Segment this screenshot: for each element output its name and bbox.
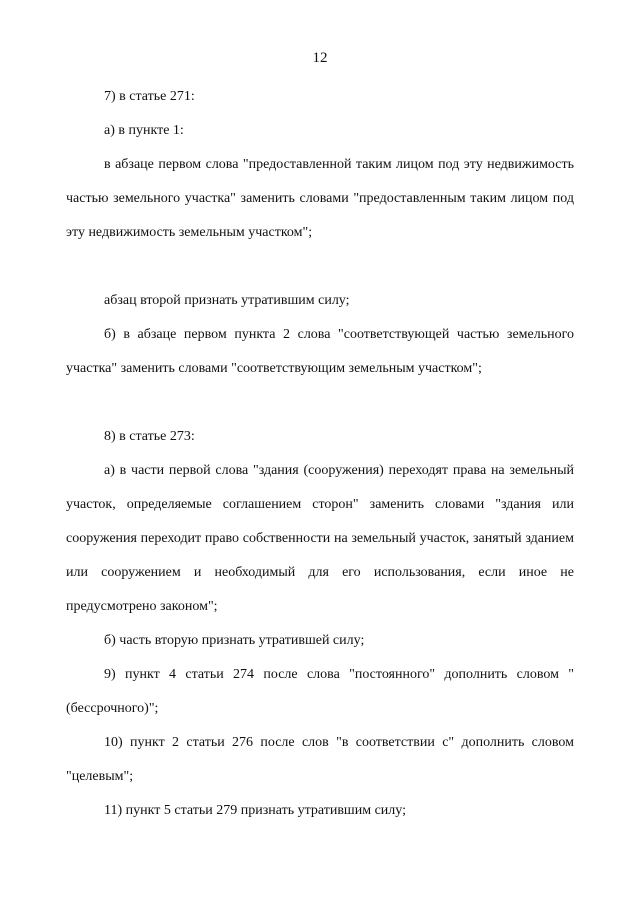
paragraph-subitem-a: а) в пункте 1:	[104, 123, 184, 138]
paragraph-subitem-b: б) в абзаце первом пункта 2 слова "соответствующей частью земельного участка" заменить словами "соответствующим земельным участком";	[66, 327, 574, 376]
paragraph-second-abzac: абзац второй признать утратившим силу;	[104, 293, 350, 308]
paragraph-item-8-b: б) часть вторую признать утратившей силу;	[104, 633, 365, 648]
paragraph-item-8-a: а) в части первой слова "здания (сооружения) переходят права на земельный участок, определяемые соглашением сторон" заменить словами "здания или сооружения переходит право собственности на земельный участок, занятый зданием или сооружением и необходимый для его использования, если иное не предусмотрено законом";	[66, 463, 574, 614]
paragraph-item-9: 9) пункт 4 статьи 274 после слова "постоянного" дополнить словом "(бессрочного)";	[66, 667, 574, 716]
paragraph-item-10: 10) пункт 2 статьи 276 после слов "в соответствии с" дополнить словом "целевым";	[66, 735, 574, 784]
paragraph-item-11: 11) пункт 5 статьи 279 признать утратившим силу;	[104, 803, 406, 818]
paragraph-first-abzac: в абзаце первом слова "предоставленной таким лицом под эту недвижимость частью земельного участка" заменить словами "предоставленным таким лицом под эту недвижимость земельным участком";	[66, 157, 574, 240]
page-number: 12	[312, 50, 328, 66]
paragraph-item-7: 7) в статье 271:	[104, 89, 195, 104]
paragraph-item-8: 8) в статье 273:	[104, 429, 195, 444]
